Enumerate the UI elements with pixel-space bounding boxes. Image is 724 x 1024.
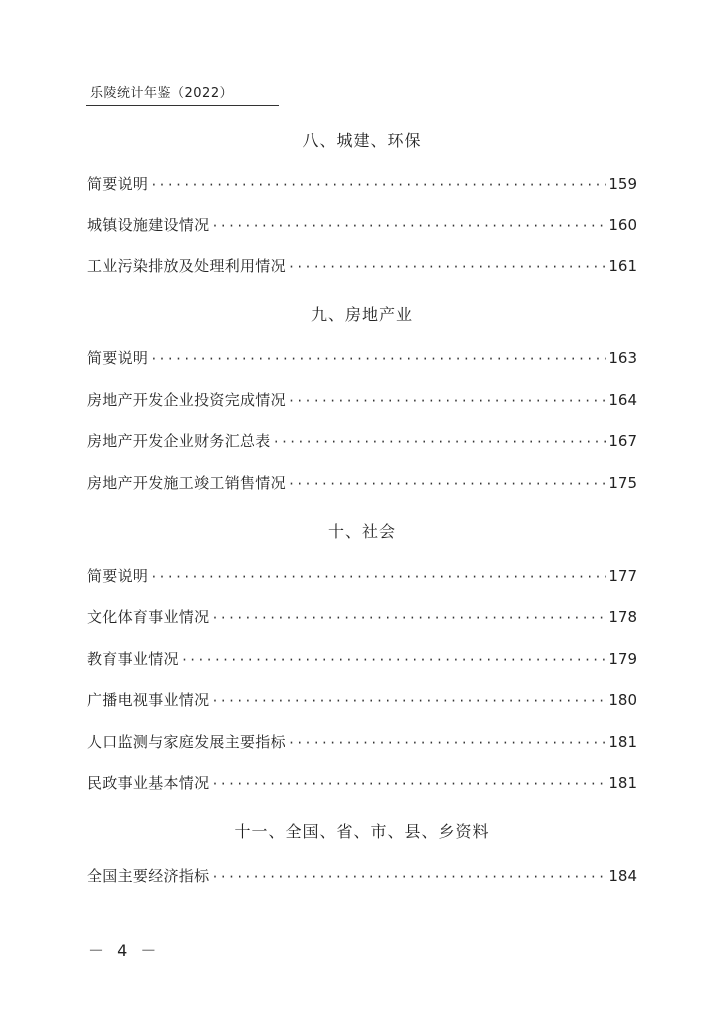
running-header: 乐陵统计年鉴（2022） [86, 86, 279, 106]
toc-entry-label: 房地产开发企业财务汇总表 [87, 432, 271, 450]
toc-entry-page: 179 [608, 650, 637, 668]
toc-entry-page: 159 [608, 175, 637, 193]
dot-leader [211, 774, 606, 794]
dot-leader [150, 567, 606, 587]
toc-entry[interactable] [87, 390, 637, 411]
dot-leader [150, 175, 606, 195]
dot-leader [181, 650, 607, 670]
toc-entry-page: 181 [608, 733, 637, 751]
toc-entry-page: 161 [608, 257, 637, 275]
toc-entry[interactable] [87, 649, 637, 670]
toc-entry-label: 简要说明 [87, 175, 149, 193]
toc-entry[interactable] [87, 431, 637, 452]
toc-entry-label: 工业污染排放及处理利用情况 [87, 257, 286, 275]
toc-entry[interactable] [87, 215, 637, 236]
dot-leader [288, 257, 606, 277]
toc-entry-page: 178 [608, 608, 637, 626]
toc-entry-page: 167 [608, 432, 637, 450]
toc-entry[interactable] [87, 690, 637, 711]
toc-entry-page: 160 [608, 216, 637, 234]
toc-entry[interactable] [87, 607, 637, 628]
section-title-urban-environment: 八、城建、环保 [302, 131, 422, 150]
toc-entry[interactable] [87, 174, 637, 195]
toc-entry-label: 教育事业情况 [87, 650, 179, 668]
toc-entry-label: 民政事业基本情况 [87, 774, 210, 792]
toc-entry-page: 180 [608, 691, 637, 709]
page-number: － 4 － [88, 941, 161, 960]
toc-entry[interactable] [87, 566, 637, 587]
toc-entry-label: 简要说明 [87, 349, 149, 367]
dot-leader [288, 391, 606, 411]
section-title-national-provincial-data: 十一、全国、省、市、县、乡资料 [234, 822, 490, 841]
toc-entry-label: 全国主要经济指标 [87, 867, 210, 885]
toc-entry-label: 房地产开发企业投资完成情况 [87, 391, 286, 409]
toc-entry-label: 简要说明 [87, 567, 149, 585]
dot-leader [211, 867, 606, 887]
dot-leader [150, 349, 606, 369]
toc-entry[interactable] [87, 473, 637, 494]
dot-leader [288, 733, 606, 753]
section-title-society: 十、社会 [327, 522, 396, 541]
toc-entry-label: 人口监测与家庭发展主要指标 [87, 733, 286, 751]
toc-entry-page: 184 [608, 867, 637, 885]
toc-entry-label: 城镇设施建设情况 [87, 216, 210, 234]
toc-entry-page: 177 [608, 567, 637, 585]
dot-leader [273, 432, 607, 452]
section-title-real-estate: 九、房地产业 [310, 305, 413, 324]
dot-leader [211, 216, 606, 236]
dot-leader [211, 691, 606, 711]
toc-entry[interactable] [87, 732, 637, 753]
toc-entry[interactable] [87, 256, 637, 277]
toc-entry-page: 164 [608, 391, 637, 409]
toc-entry[interactable] [87, 348, 637, 369]
toc-entry-label: 房地产开发施工竣工销售情况 [87, 474, 286, 492]
toc-entry-label: 文化体育事业情况 [87, 608, 210, 626]
dot-leader [288, 474, 606, 494]
toc-entry[interactable] [87, 773, 637, 794]
toc-entry[interactable] [87, 866, 637, 887]
toc-entry-page: 163 [608, 349, 637, 367]
toc-entry-label: 广播电视事业情况 [87, 691, 210, 709]
toc-entry-page: 181 [608, 774, 637, 792]
dot-leader [211, 608, 606, 628]
toc-entry-page: 175 [608, 474, 637, 492]
